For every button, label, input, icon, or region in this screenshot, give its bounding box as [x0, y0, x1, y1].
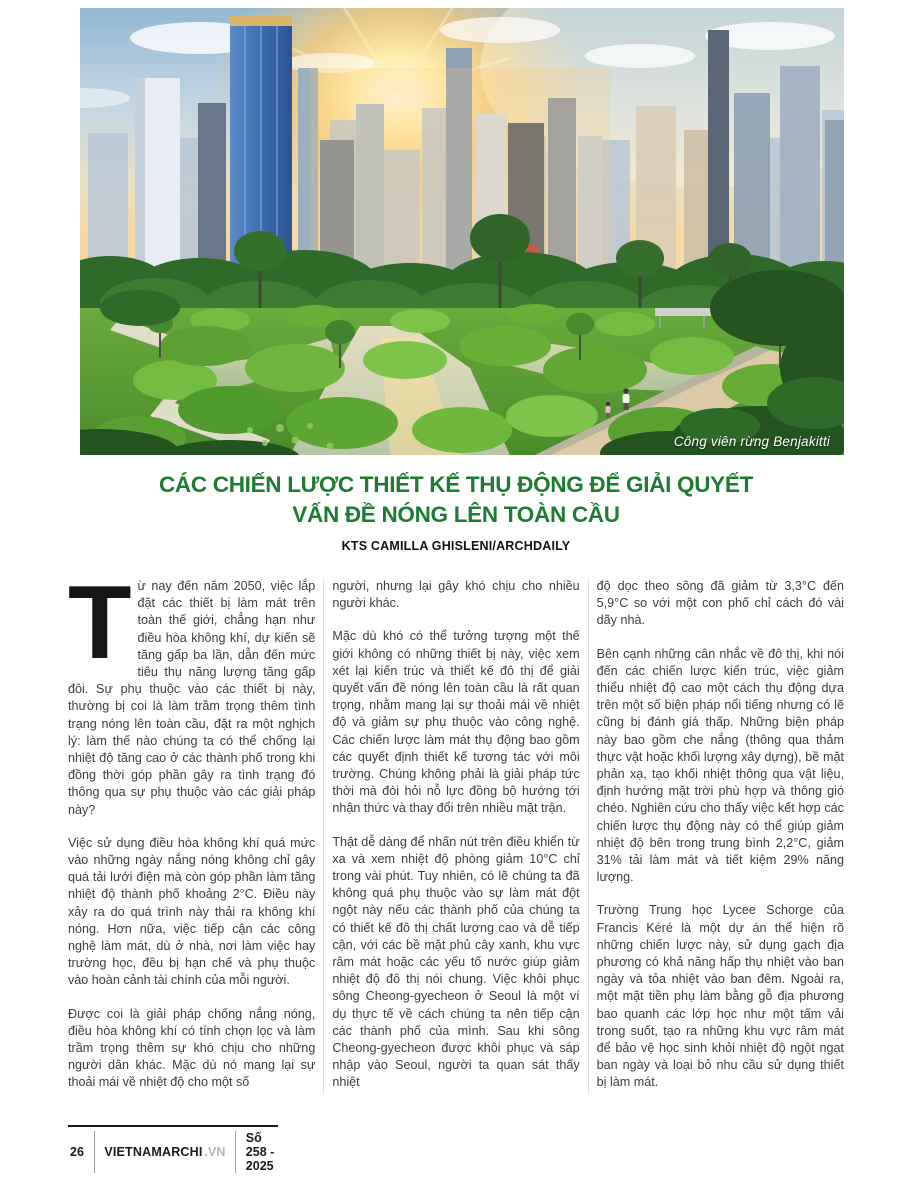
footer-brand-suffix: .VN	[204, 1145, 226, 1159]
paragraph: độ dọc theo sông đã giảm từ 3,3°C đến 5,9°C so với một con phố chỉ cách đó vài dãy nhà.	[596, 579, 844, 628]
paragraph: Được coi là giải pháp chống nắng nóng, điều hòa không khí có tính chọn lọc và làm trầm trọng thêm sự khó chịu cho những người dân khác. Mặc dù nó mang lại sự thoải mái về nhiệt độ cho một số	[68, 1006, 316, 1090]
article-title-block	[0, 470, 912, 553]
photo-caption: Công viên rừng Benjakitti	[673, 434, 830, 449]
hero-photo	[80, 8, 844, 455]
drop-cap: T	[68, 565, 130, 681]
article-byline: KTS CAMILLA GHISLENI/ARCHDAILY	[341, 539, 571, 553]
paragraph: người, nhưng lại gây khó chịu cho nhiều người khác.	[332, 579, 580, 611]
paragraph: Mặc dù khó có thể tưởng tượng một thế giới không có những thiết bị này, việc xem xét lại kiến trúc và thiết kế đô thị để giải quyết vấn đề nóng lên toàn cầu là rất quan trọng, nhằm mang lại sự thoải mái về nhiệt độ và giảm sự phụ thuộc vào công nghệ. Các chiến lược làm mát thụ động bao gồm các quyết định thiết kế tương tác với môi trường. Chúng không phải là giải pháp tức thời mà đòi hỏi nỗ lực đồng bộ hướng tới nhận thức và thay đổi trên nhiều mặt trận.	[332, 629, 580, 816]
paragraph: Trường Trung học Lycee Schorge của Francis Kéré là một dự án thể hiện rõ những chiến lược này, sử dụng gạch địa phương có khả năng hấp thụ nhiệt vào ban ngày và tỏa nhiệt vào ban đêm. Ngoài ra, một mặt tiền phụ làm bằng gỗ địa phương bao quanh các lớp học như một tấm vải trong suốt, tạo ra những khu vực râm mát để bảo vệ học sinh khỏi nhiệt độ ngột ngạt ban ngày và loại bỏ nhu cầu sử dụng thiết bị làm mát.	[596, 903, 844, 1090]
article-body	[68, 565, 844, 1108]
text-column-1	[68, 565, 316, 1108]
footer-issue: Số 258 - 2025	[245, 1131, 275, 1173]
paragraph: Việc sử dụng điều hòa không khí quá mức vào những ngày nắng nóng không chỉ gây quá tải lưới điện mà còn góp phần làm tăng nhiệt độ thành phố khoảng 2°C. Điều này xảy ra do quá trình này thải ra không khí nóng. Hơn nữa, việc tiếp cận các công nghệ làm mát, dù ở nhà, nơi làm việc hay trường học, đều bị hạn chế và phụ thuộc vào hoàn cảnh tài chính của mỗi người.	[68, 835, 316, 988]
page-number: 26	[70, 1145, 84, 1159]
text-column-2	[332, 578, 579, 1108]
article-title-line-1: CÁC CHIẾN LƯỢC THIẾT KẾ THỤ ĐỘNG ĐỂ GIẢI QUYẾT	[158, 472, 754, 497]
column-divider	[323, 580, 324, 1094]
footer-brand: VIETNAMARCHI	[104, 1145, 203, 1159]
paragraph: Từ nay đến năm 2050, việc lắp đặt các thiết bị làm mát trên toàn thế giới, chẳng hạn như điều hòa không khí, dự kiến sẽ tăng gấp ba lần, dẫn đến mức tiêu thụ năng lượng tăng gấp đôi. Sự phụ thuộc vào các thiết bị này, thường bị coi là làm trầm trọng thêm tình trạng nóng lên toàn cầu, đặt ra một nghịch lý: làm thế nào chúng ta có thể chống lại nhiệt độ tăng cao ở các thành phố trong khi đồng thời góp phần gây ra tình trạng đó thông qua sự phụ thuộc vào các giải pháp này?	[68, 565, 316, 817]
page-footer	[68, 1125, 278, 1173]
column-divider	[588, 580, 589, 1094]
paragraph: Bên cạnh những cân nhắc về đô thị, khi nói đến các chiến lược kiến trúc, việc giảm thiểu nhiệt độ cao một cách thụ động dựa trên một số biện pháp nổi tiếng nhưng có lẽ cũng bị đánh giá thấp. Những biện pháp này bao gồm che nắng (thông qua thảm thực vật hoặc khối lượng xây dựng), bề mặt phản xạ, tạo khối nhiệt thông qua vật liệu, định hướng mặt trời phù hợp và thông gió chéo. Nghiên cứu cho thấy việc kết hợp các chiến lược thụ động này có thể giúp giảm nhiệt độ bên trong trung bình 2,2°C, giảm 31% tải làm mát và tiết kiệm 29% năng lượng.	[596, 646, 844, 885]
article-title-line-2: VẤN ĐỀ NÓNG LÊN TOÀN CẦU	[292, 502, 620, 527]
text-column-3	[597, 578, 844, 1108]
park-photo-illustration	[80, 8, 844, 455]
paragraph: Thật dễ dàng để nhấn nút trên điều khiển từ xa và xem nhiệt độ phòng giảm 10°C chỉ trong vài phút. Tuy nhiên, có lẽ chúng ta đã không quá phụ thuộc vào sự làm mát đột ngột này nếu các thành phố của chúng ta có thiết kế đô thị chất lượng cao và dễ tiếp cận, với các bề mặt phủ cây xanh, khu vực râm mát hoặc các yếu tố nước giúp giảm nhiệt độ đô thị nói chung. Việc khôi phục sông Cheong-gyecheon ở Seoul là một ví dụ thực tế về cách chúng ta nên tiếp cận các thành phố của mình. Sau khi sông Cheong-gyecheon được khôi phục và sáp nhập vào Seoul, người ta quan sát thấy nhiệt	[332, 834, 580, 1090]
